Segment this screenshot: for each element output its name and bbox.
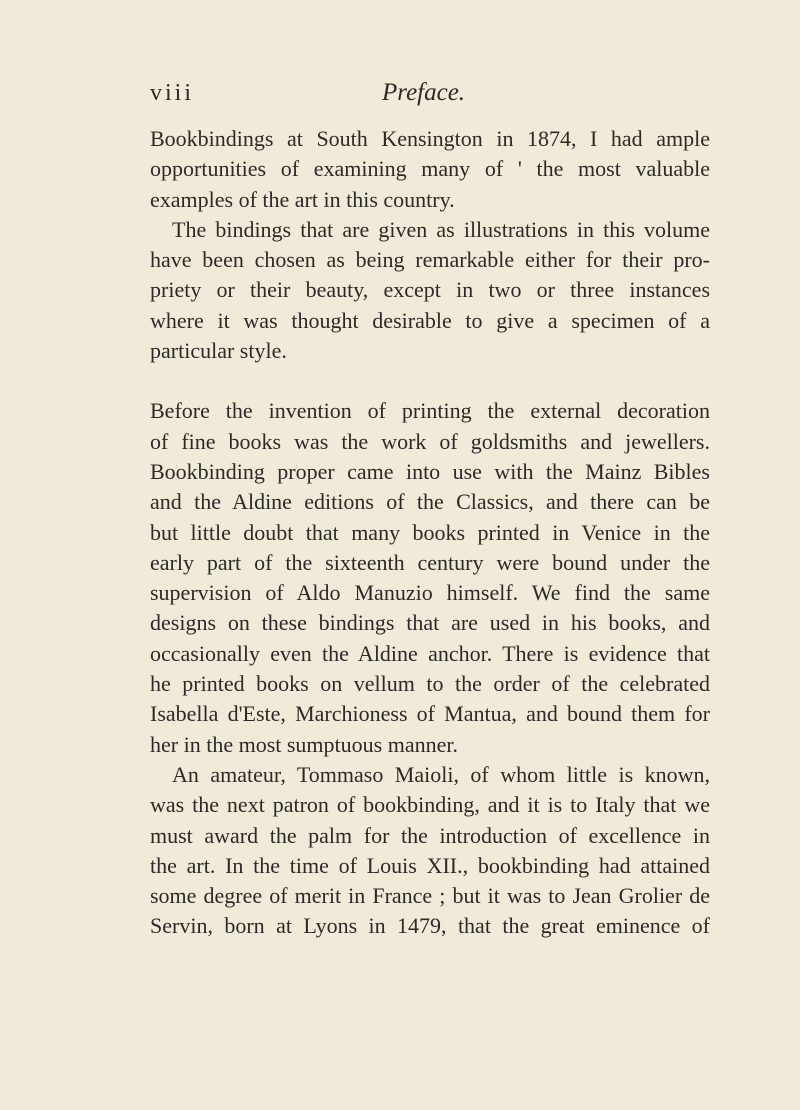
text-line: priety or their beauty, except in two or three instances	[150, 277, 710, 303]
paragraph-maioli-grolier	[150, 760, 710, 942]
text-line: examples of the art in this country.	[150, 186, 455, 212]
text-line: Servin, born at Lyons in 1479, that the great eminence of	[150, 913, 710, 939]
page-number: viii	[150, 80, 195, 106]
text-line: was the next patron of bookbinding, and it is to Italy that we	[150, 792, 710, 818]
text-line: have been chosen as being remarkable either for their pro-	[150, 247, 710, 273]
text-line: must award the palm for the introduction of excellence in	[150, 822, 710, 848]
paragraph-continuation	[150, 124, 710, 215]
text-line: Bookbinding proper came into use with the Mainz Bibles	[150, 458, 710, 484]
paragraph-printing-history	[150, 396, 710, 760]
text-line: opportunities of examining many of ' the most valuable	[150, 156, 710, 182]
text-line: but little doubt that many books printed in Venice in the	[150, 519, 710, 545]
running-title: Preface.	[382, 79, 466, 106]
body-text	[150, 124, 710, 942]
text-line: early part of the sixteenth century were bound under the	[150, 549, 710, 575]
text-line: designs on these bindings that are used in his books, and	[150, 610, 710, 636]
text-line: he printed books on vellum to the order of the celebrated	[150, 671, 710, 697]
text-line: her in the most sumptuous manner.	[150, 731, 458, 757]
text-line: some degree of merit in France ; but it was to Jean Grolier de	[150, 883, 710, 909]
text-line: where it was thought desirable to give a specimen of a	[150, 307, 710, 333]
text-line: Before the invention of printing the external decoration	[150, 398, 710, 424]
text-line: An amateur, Tommaso Maioli, of whom little is known,	[172, 761, 710, 787]
text-line: and the Aldine editions of the Classics, and there can be	[150, 489, 710, 515]
text-line: particular style.	[150, 338, 287, 364]
text-line: Isabella d'Este, Marchioness of Mantua, and bound them for	[150, 701, 710, 727]
text-line: Bookbindings at South Kensington in 1874, I had ample	[150, 126, 710, 151]
text-line: supervision of Aldo Manuzio himself. We find the same	[150, 580, 710, 606]
paragraph-illustrations	[150, 215, 710, 366]
text-line: the art. In the time of Louis XII., bookbinding had attained	[150, 852, 710, 878]
text-line: of fine books was the work of goldsmiths and jewellers.	[150, 428, 710, 454]
running-head	[150, 78, 710, 112]
paragraph-break	[150, 366, 710, 396]
text-line: occasionally even the Aldine anchor. There is evidence that	[150, 640, 710, 666]
text-line: The bindings that are given as illustrations in this volume	[172, 216, 710, 242]
